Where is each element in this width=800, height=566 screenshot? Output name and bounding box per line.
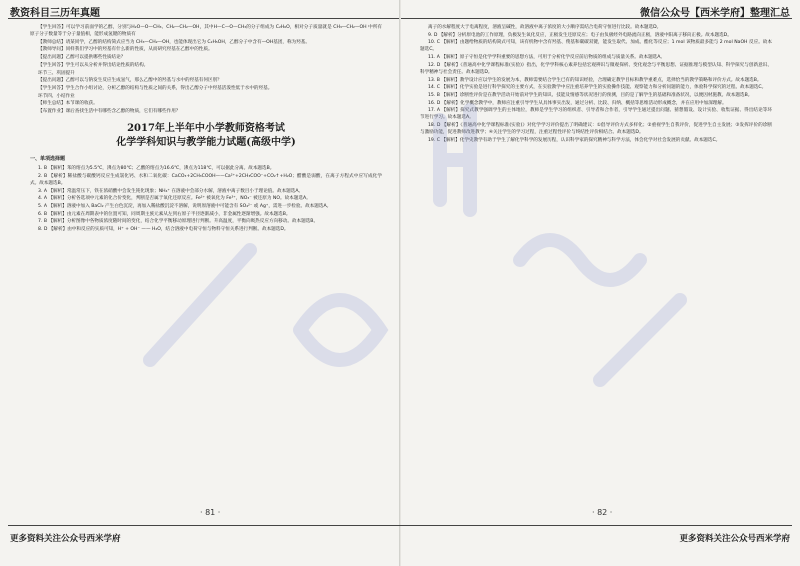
right-paragraph: 离子的水解程度大于电离程度，溶液呈碱性，故溶液中离子浓度的大小顺序需结合电荷守恒进行比较。故本题选D。 [428,25,662,30]
right-paragraph: 15. B 【解析】诊断性评价是在教学活动开始前对学生的知识、技能及情感等状况进行的预测，目的是了解学生的基础和准备状况，以便因材施教。故本题选B。 [428,93,753,98]
footer-rule [8,525,792,526]
left-paragraph: 【学生回答】学生可以从分析并得出结论性质的结构。 [38,62,149,68]
left-paragraph: 【学生回答】学生合作小组讨论，分析乙醇的结构与性质之间的关系，得出乙醇分子中羟基活泼性低于水中的羟基。 [38,85,273,91]
left-paragraph: 【教师总结】请某同学，乙醇的结构简式应当为 CH₃—CH₂—OH，也能体现出它为 C₂H₅OH，乙醇分子中含有—OH基团，称为羟基。 [38,39,310,45]
header-left-title: 教资科目三历年真题 [10,8,100,19]
answer-item: 2. B 【解析】稀盐酸与碳酸钙反应生成氯化钙、水和二氧化碳：CaCO₃+2CH₃COOH——Ca²⁺+2CH₃COO⁻+CO₂↑+H₂O；醋酸是弱酸，在离子方程式中应写成化学式。故本题选B。 [30,173,382,186]
right-paragraph: 14. C 【解析】化学实验是进行科学探究的主要方式，在实验教学中应注重培养学生的实验操作技能、观察能力和分析问题的能力，体验科学探究的过程。故本题选C。 [428,85,767,91]
header-right-title: 微信公众号【西米学府】整理汇总 [640,8,790,19]
left-paragraph: 【学生回答】可以学习前面学的乙醇，分别与H₂O—O—CH₃、CH₂—CH₂—OH，其中H—C—O—CH₃的分子组成为 C₂H₆O，相对分子质量就是 CH₃—CH₂—OH 中所有原子分子数量等于分子量值相，能形成氢键的物质有 [30,25,382,38]
left-page-column [30,24,382,494]
right-paragraph: 17. A 【解析】探究式教学强调学生的主体地位，教师是学生学习的组织者、引导者和合作者，引导学生通过提出问题、猜想假设、设计实验、收集证据、得出结论等环节进行学习。故本题选A。 [420,108,772,121]
answer-item: 5. A 【解析】溶液中加入 BaCl₂ 产生白色沉淀，再加入稀盐酸沉淀不溶解，说明原溶液中可能含有 SO₄²⁻ 或 Ag⁺，需进一步检验。故本题选A。 [38,204,332,209]
right-page-number: · 82 · [592,508,613,517]
answer-item: 3. A 【解析】常温常压下，铁在浓硝酸中会发生钝化现象；NH₄⁺ 在溶液中会部分水解，溶液中离子数目小于理论值。故本题选A。 [38,188,304,194]
right-paragraph: 11. A 【解析】原子守恒是化学学科重要的思想方法，可用于分析化学反应前后物质的组成与质量关系。故本题选A。 [428,55,666,61]
section-heading: 一、单项选择题 [30,156,66,163]
answer-item: 6. B 【解析】由元素在周期表中的位置可知，同周期主族元素从左到右原子半径逐渐减小，非金属性逐渐增强。故本题选B。 [38,211,291,217]
left-paragraph: 【布置作业】课后查找生活中有哪些含乙醇的物质，它们有哪些作用？ [38,108,181,114]
right-page-column [420,24,772,494]
right-paragraph: 10. C 【解析】由题给物质的结构简式可知，该有机物中含有羟基、羧基和碳碳双键，能发生取代、加成、酯化等反应；1 mol 该物质最多能与 2 mol NaOH 反应。故本题选C。 [420,40,772,53]
left-paragraph: 【提出问题】乙醇可以与钠发生反应生成氢气，那么乙醇中的羟基与水中的羟基有何区别？ [38,78,222,84]
right-paragraph: 9. D 【解析】分析原电池的工作原理，负极发生氧化反应，正极发生还原反应；电子由负极经外电路流向正极，溶液中阳离子移向正极。故本题选D。 [428,32,732,38]
left-paragraph: 【教师导问】同样我们学习中的羟基有什么新的性质，从而研究羟基在乙醇中的性质。 [38,47,213,53]
right-paragraph: 12. D 【解析】《普通高中化学课程标准(实验)》指出，化学学科核心素养包括宏观辨识与微观探析、变化观念与平衡思想、证据推理与模型认知、科学探究与创新意识、科学精神与社会责任。故本题选D。 [420,62,772,75]
answer-item: 8. D 【解析】由中和反应的实质可知，H⁺ + OH⁻ —— H₂O，结合溶液中电荷守恒与物料守恒关系进行判断。故本题选D。 [38,227,289,233]
answer-item: 7. B 【解析】分析图像中各物质浓度随时间的变化，结合化学平衡移动原理进行判断。升高温度，平衡向吸热反应方向移动。故本题选B。 [38,219,319,225]
right-paragraph: 18. D 【解析】《普通高中化学课程标准(实验)》对化学学习评价提出了明确建议：①倡导评价方式多样化；②重视学生自我评价，促进学生自主发展；③发挥评价的诊断与激励功能，促进教师改进教学；④关注学生的学习过程，注重过程性评价与终结性评价相结合。故本题选D。 [420,123,772,136]
exam-title: 2017年上半年中小学教师资格考试 [127,123,285,135]
right-paragraph: 19. C 【解析】化学史教学有助于学生了解化学科学的发展历程，认识科学家的探究精神与科学方法，体会化学对社会发展的贡献。故本题选C。 [428,137,721,143]
right-paragraph: 13. B 【解析】教学设计应以学生的发展为本，教师需要结合学生已有的知识经验，合理确定教学目标和教学重难点，选择恰当的教学策略和评价方式。故本题选B。 [428,77,762,83]
exam-subtitle: 化学学科知识与教学能力试题(高级中学) [116,137,296,149]
left-paragraph: 环节四、小结作业 [38,93,75,99]
footer-right-text: 更多资料关注公众号西米学府 [679,534,790,544]
left-paragraph: 环节三、巩固提升 [38,70,75,76]
left-paragraph: 【提出问题】乙醇可以提供哪些性质结论？ [38,55,126,61]
left-paragraph: 【师生总结】本节课的收获。 [38,101,98,107]
right-paragraph: 16. D 【解析】化学概念教学中，教师应注重引导学生从具体事实出发，通过分析、比较、归纳、概括等思维活动形成概念，并在应用中加深理解。 [428,100,727,106]
answer-item: 4. A 【解析】分析各选项中元素的化合价变化，判断是否属于氧化还原反应。Fe²⁺ 被氧化为 Fe³⁺，NO₃⁻ 被还原为 NO。故本题选A。 [38,196,311,202]
page-fold [399,0,401,566]
footer-left-text: 更多资料关注公众号西米学府 [10,534,121,544]
answer-item: 1. B 【解析】苯的熔点为5.5℃，沸点为80℃；乙酸的熔点为16.6℃，沸点为118℃，可以据此分离。故本题选B。 [38,166,275,172]
left-page-number: · 81 · [200,508,221,517]
